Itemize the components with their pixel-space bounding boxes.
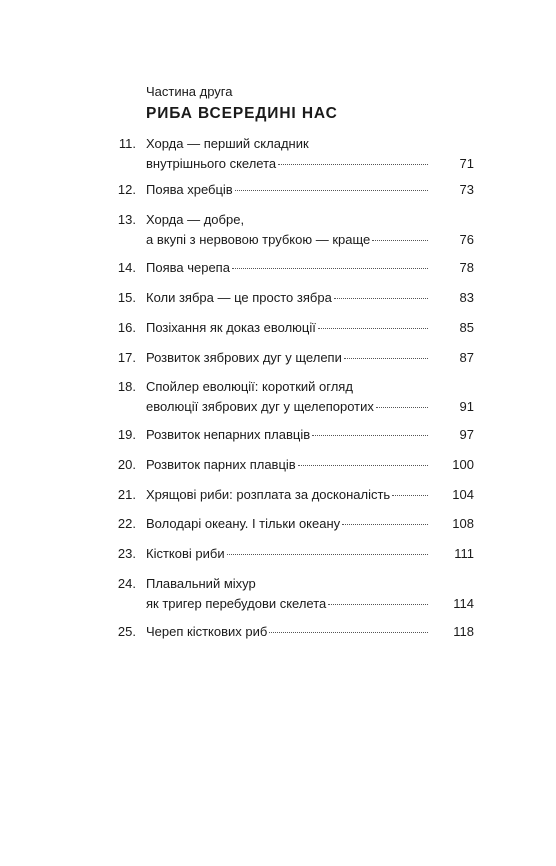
- toc-entry-title-line: Хорда — перший складник: [146, 136, 309, 151]
- toc-entry-last-line: [146, 544, 428, 564]
- toc-entry-last-line: [146, 288, 428, 308]
- dot-leader: [334, 298, 428, 299]
- dot-leader: [376, 407, 428, 408]
- toc-entry-title-line: еволюції зябрових дуг у щелепоротих: [146, 398, 374, 414]
- toc-entry-last-line: [146, 180, 428, 200]
- toc-entry-number: 22.: [117, 516, 136, 531]
- toc-entry-last-line: [146, 397, 428, 417]
- toc-entry-page-number: 87: [459, 350, 474, 365]
- toc-entry-page-number: 114: [453, 595, 474, 611]
- toc-entry-last-line: [146, 455, 428, 475]
- toc-entry-number: 12.: [117, 182, 136, 197]
- dot-leader: [318, 328, 428, 329]
- toc-entry-page-number: 83: [459, 290, 474, 305]
- dot-leader: [342, 524, 428, 525]
- toc-entry-last-line: [146, 318, 428, 338]
- toc-entry-title: [146, 180, 475, 200]
- toc-entry-page-number: 100: [452, 457, 474, 472]
- toc-entry-title: [146, 348, 475, 368]
- toc-entry-page-number: 76: [459, 231, 474, 247]
- toc-entry-number: 19.: [117, 427, 136, 442]
- toc-entry-last-line: [146, 154, 428, 174]
- toc-entry-number: 23.: [117, 546, 136, 561]
- toc-entry-title-line: Розвиток непарних плавців: [146, 427, 311, 442]
- toc-entry-title: [146, 258, 475, 278]
- toc-entry-last-line: [146, 485, 428, 505]
- dot-leader: [232, 268, 428, 269]
- toc-entry-last-line: [146, 594, 428, 614]
- toc-entry-page-number: 91: [459, 398, 474, 414]
- toc-entry-last-line: [146, 230, 428, 250]
- toc-entry-page-number: 73: [459, 182, 474, 197]
- toc-entry-title-line: внутрішнього скелета: [146, 155, 277, 171]
- part-label: Частина друга: [146, 84, 233, 99]
- toc-entry-page-number: 104: [452, 487, 474, 502]
- toc-entry-number: 11.: [118, 136, 136, 151]
- toc-entry-title-line: а вкупі з нервовою трубкою — краще: [146, 231, 371, 247]
- toc-entry-number: 24.: [117, 576, 136, 591]
- dot-leader: [312, 435, 428, 436]
- toc-entry-title-line: Череп кісткових риб: [146, 624, 268, 639]
- toc-entry-last-line: [146, 348, 428, 368]
- toc-entry-number: 17.: [117, 350, 136, 365]
- dot-leader: [235, 190, 428, 191]
- dot-leader: [328, 604, 428, 605]
- toc-entry-title: [146, 318, 475, 338]
- toc-entry-title: [146, 425, 475, 445]
- toc-entry-title-line: Плавальний міхур: [146, 576, 256, 591]
- toc-entry-title-line: Хрящові риби: розплата за досконалість: [146, 487, 391, 502]
- toc-entry-number: 21.: [117, 487, 136, 502]
- toc-entry-page-number: 71: [459, 155, 474, 171]
- toc-entry-title: [146, 514, 475, 534]
- toc-entry-title-line: Спойлер еволюції: короткий огляд: [146, 379, 353, 394]
- dot-leader: [392, 495, 428, 496]
- toc-entry-page-number: 97: [459, 427, 474, 442]
- dot-leader: [372, 240, 428, 241]
- toc-entry-last-line: [146, 258, 428, 278]
- toc-entry-title-line: Поява хребців: [146, 182, 233, 197]
- toc-entry-title: [146, 574, 475, 613]
- toc-entry-page-number: 78: [459, 260, 474, 275]
- toc-entry-title: [146, 485, 475, 505]
- toc-entry-page-number: 111: [454, 546, 474, 561]
- toc-entry-page-number: 118: [453, 624, 474, 639]
- toc-entry-title-line: Розвиток парних плавців: [146, 457, 296, 472]
- toc-entry-last-line: [146, 425, 428, 445]
- toc-entry-title-line: Хорда — добре,: [146, 212, 245, 227]
- toc-entry-last-line: [146, 514, 428, 534]
- toc-entry-title: [146, 288, 475, 308]
- toc-entry-title: [146, 210, 475, 249]
- toc-entry-page-number: 108: [452, 516, 474, 531]
- toc-entry-title-line: Кісткові риби: [146, 546, 225, 561]
- toc-entry-title-line: Коли зябра — це просто зябра: [146, 290, 332, 305]
- toc-entry-title: [146, 377, 475, 416]
- toc-entry-title-line: як тригер перебудови скелета: [146, 595, 327, 611]
- dot-leader: [227, 554, 428, 555]
- part-title: РИБА ВСЕРЕДИНІ НАС: [146, 105, 338, 122]
- toc-entry-number: 20.: [117, 457, 136, 472]
- dot-leader: [298, 465, 428, 466]
- toc-entry-title: [146, 622, 475, 642]
- toc-entry-title-line: Володарі океану. І тільки океану: [146, 516, 341, 531]
- toc-entry-number: 16.: [117, 320, 136, 335]
- toc-entry-page-number: 85: [459, 320, 474, 335]
- toc-entry-title: [146, 455, 475, 475]
- toc-entry-number: 14.: [117, 260, 136, 275]
- toc-entry-number: 13.: [117, 212, 136, 227]
- toc-entry-title-line: Поява черепа: [146, 260, 230, 275]
- toc-entry-title-line: Розвиток зябрових дуг у щелепи: [146, 350, 342, 365]
- dot-leader: [278, 164, 428, 165]
- toc-entry-title-line: Позіхання як доказ еволюції: [146, 320, 316, 335]
- toc-entry-last-line: [146, 622, 428, 642]
- dot-leader: [344, 358, 428, 359]
- toc-entry-title: [146, 134, 475, 173]
- dot-leader: [269, 632, 428, 633]
- toc-entry-title: [146, 544, 475, 564]
- toc-entry-number: 25.: [117, 624, 136, 639]
- toc-entry-number: 15.: [117, 290, 136, 305]
- toc-entry-number: 18.: [117, 379, 136, 394]
